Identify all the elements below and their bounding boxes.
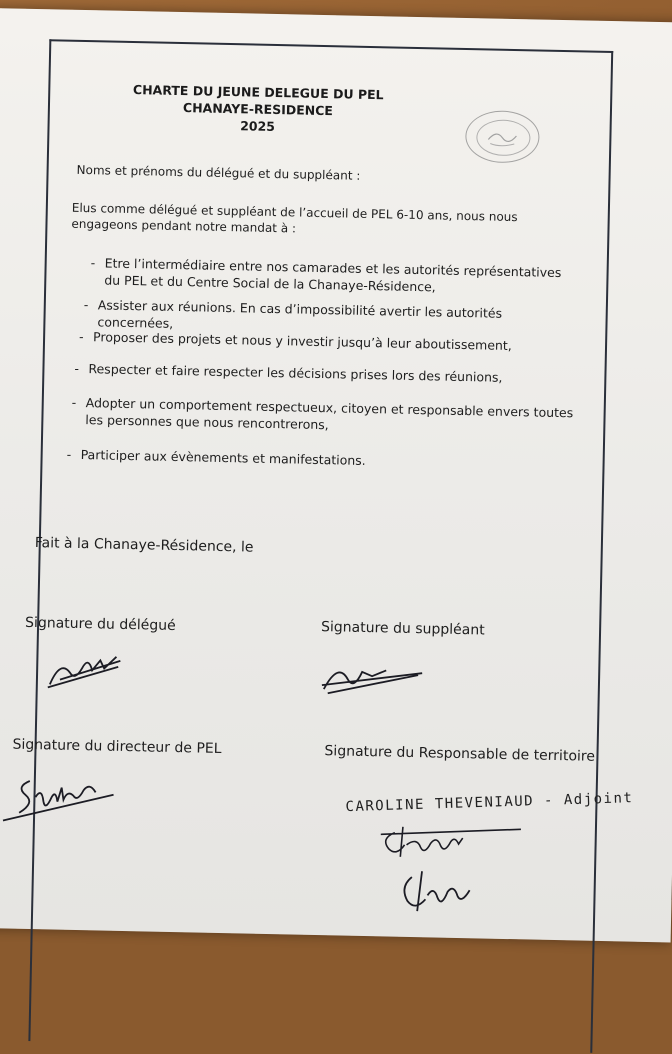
list-item: - Assister aux réunions. En cas d’impossibilité avertir les autorités concernées, xyxy=(83,297,503,331)
commitment-text: Assister aux réunions. En cas d’impossibilité avertir les autorités concernées, xyxy=(97,297,503,331)
commitment-text: Etre l’intermédiaire entre nos camarades et les autorités représentatives du PEL et du Centre Social de la Chanaye-Résidence, xyxy=(104,255,562,295)
document-title xyxy=(107,80,408,137)
signature-label-delegate: Signature du délégué xyxy=(24,614,176,635)
title-year: 2025 xyxy=(240,118,276,134)
list-item: - Etre l’intermédiaire entre nos camarades et les autorités représentatives du PEL et du Centre Social de la Chanaye-Résidence, xyxy=(90,255,562,295)
title-line-2: CHANAYE-RESIDENCE xyxy=(182,100,334,119)
commitment-text: Proposer des projets et nous y investir jusqu’à leur aboutissement, xyxy=(92,329,512,353)
signature-label-territory: Signature du Responsable de territoire xyxy=(324,743,596,765)
list-item: - Participer aux évènements et manifestations. xyxy=(66,446,366,468)
signature-label-director: Signature du directeur de PEL xyxy=(12,736,222,758)
title-line-1: CHARTE DU JEUNE DELEGUE DU PEL xyxy=(132,82,384,103)
intro-text: Elus comme délégué et suppléant de l’accueil de PEL 6-10 ans, nous nous engageons pendant notre mandat à : xyxy=(71,200,518,236)
territory-initials xyxy=(391,867,512,929)
director-signature xyxy=(0,760,140,833)
territory-handwritten-name: CAROLINE THEVENIAUD - Adjoint xyxy=(345,790,634,816)
territory-signature xyxy=(372,820,533,868)
names-label: Noms et prénoms du délégué et du suppléant : xyxy=(76,162,361,183)
list-item: - Adopter un comportement respectueux, citoyen et responsable envers toutes les personnes que nous rencontrerons, xyxy=(71,394,574,433)
document-sheet xyxy=(0,8,672,942)
commitment-text: Participer aux évènements et manifestations. xyxy=(80,446,366,468)
list-item: - Proposer des projets et nous y investir jusqu’à leur aboutissement, xyxy=(78,328,512,353)
list-item: - Respecter et faire respecter les décisions prises lors des réunions, xyxy=(74,360,503,385)
substitute-signature xyxy=(318,655,439,703)
delegate-signature xyxy=(40,649,141,696)
signature-label-substitute: Signature du suppléant xyxy=(320,619,485,639)
commitment-text: Respecter et faire respecter les décisions prises lors des réunions, xyxy=(88,361,503,385)
stamp-logo xyxy=(465,110,540,164)
commitment-text: Adopter un comportement respectueux, citoyen et responsable envers toutes les personnes que nous rencontrerons, xyxy=(85,395,574,433)
place-date: Fait à la Chanaye-Résidence, le xyxy=(34,535,254,556)
